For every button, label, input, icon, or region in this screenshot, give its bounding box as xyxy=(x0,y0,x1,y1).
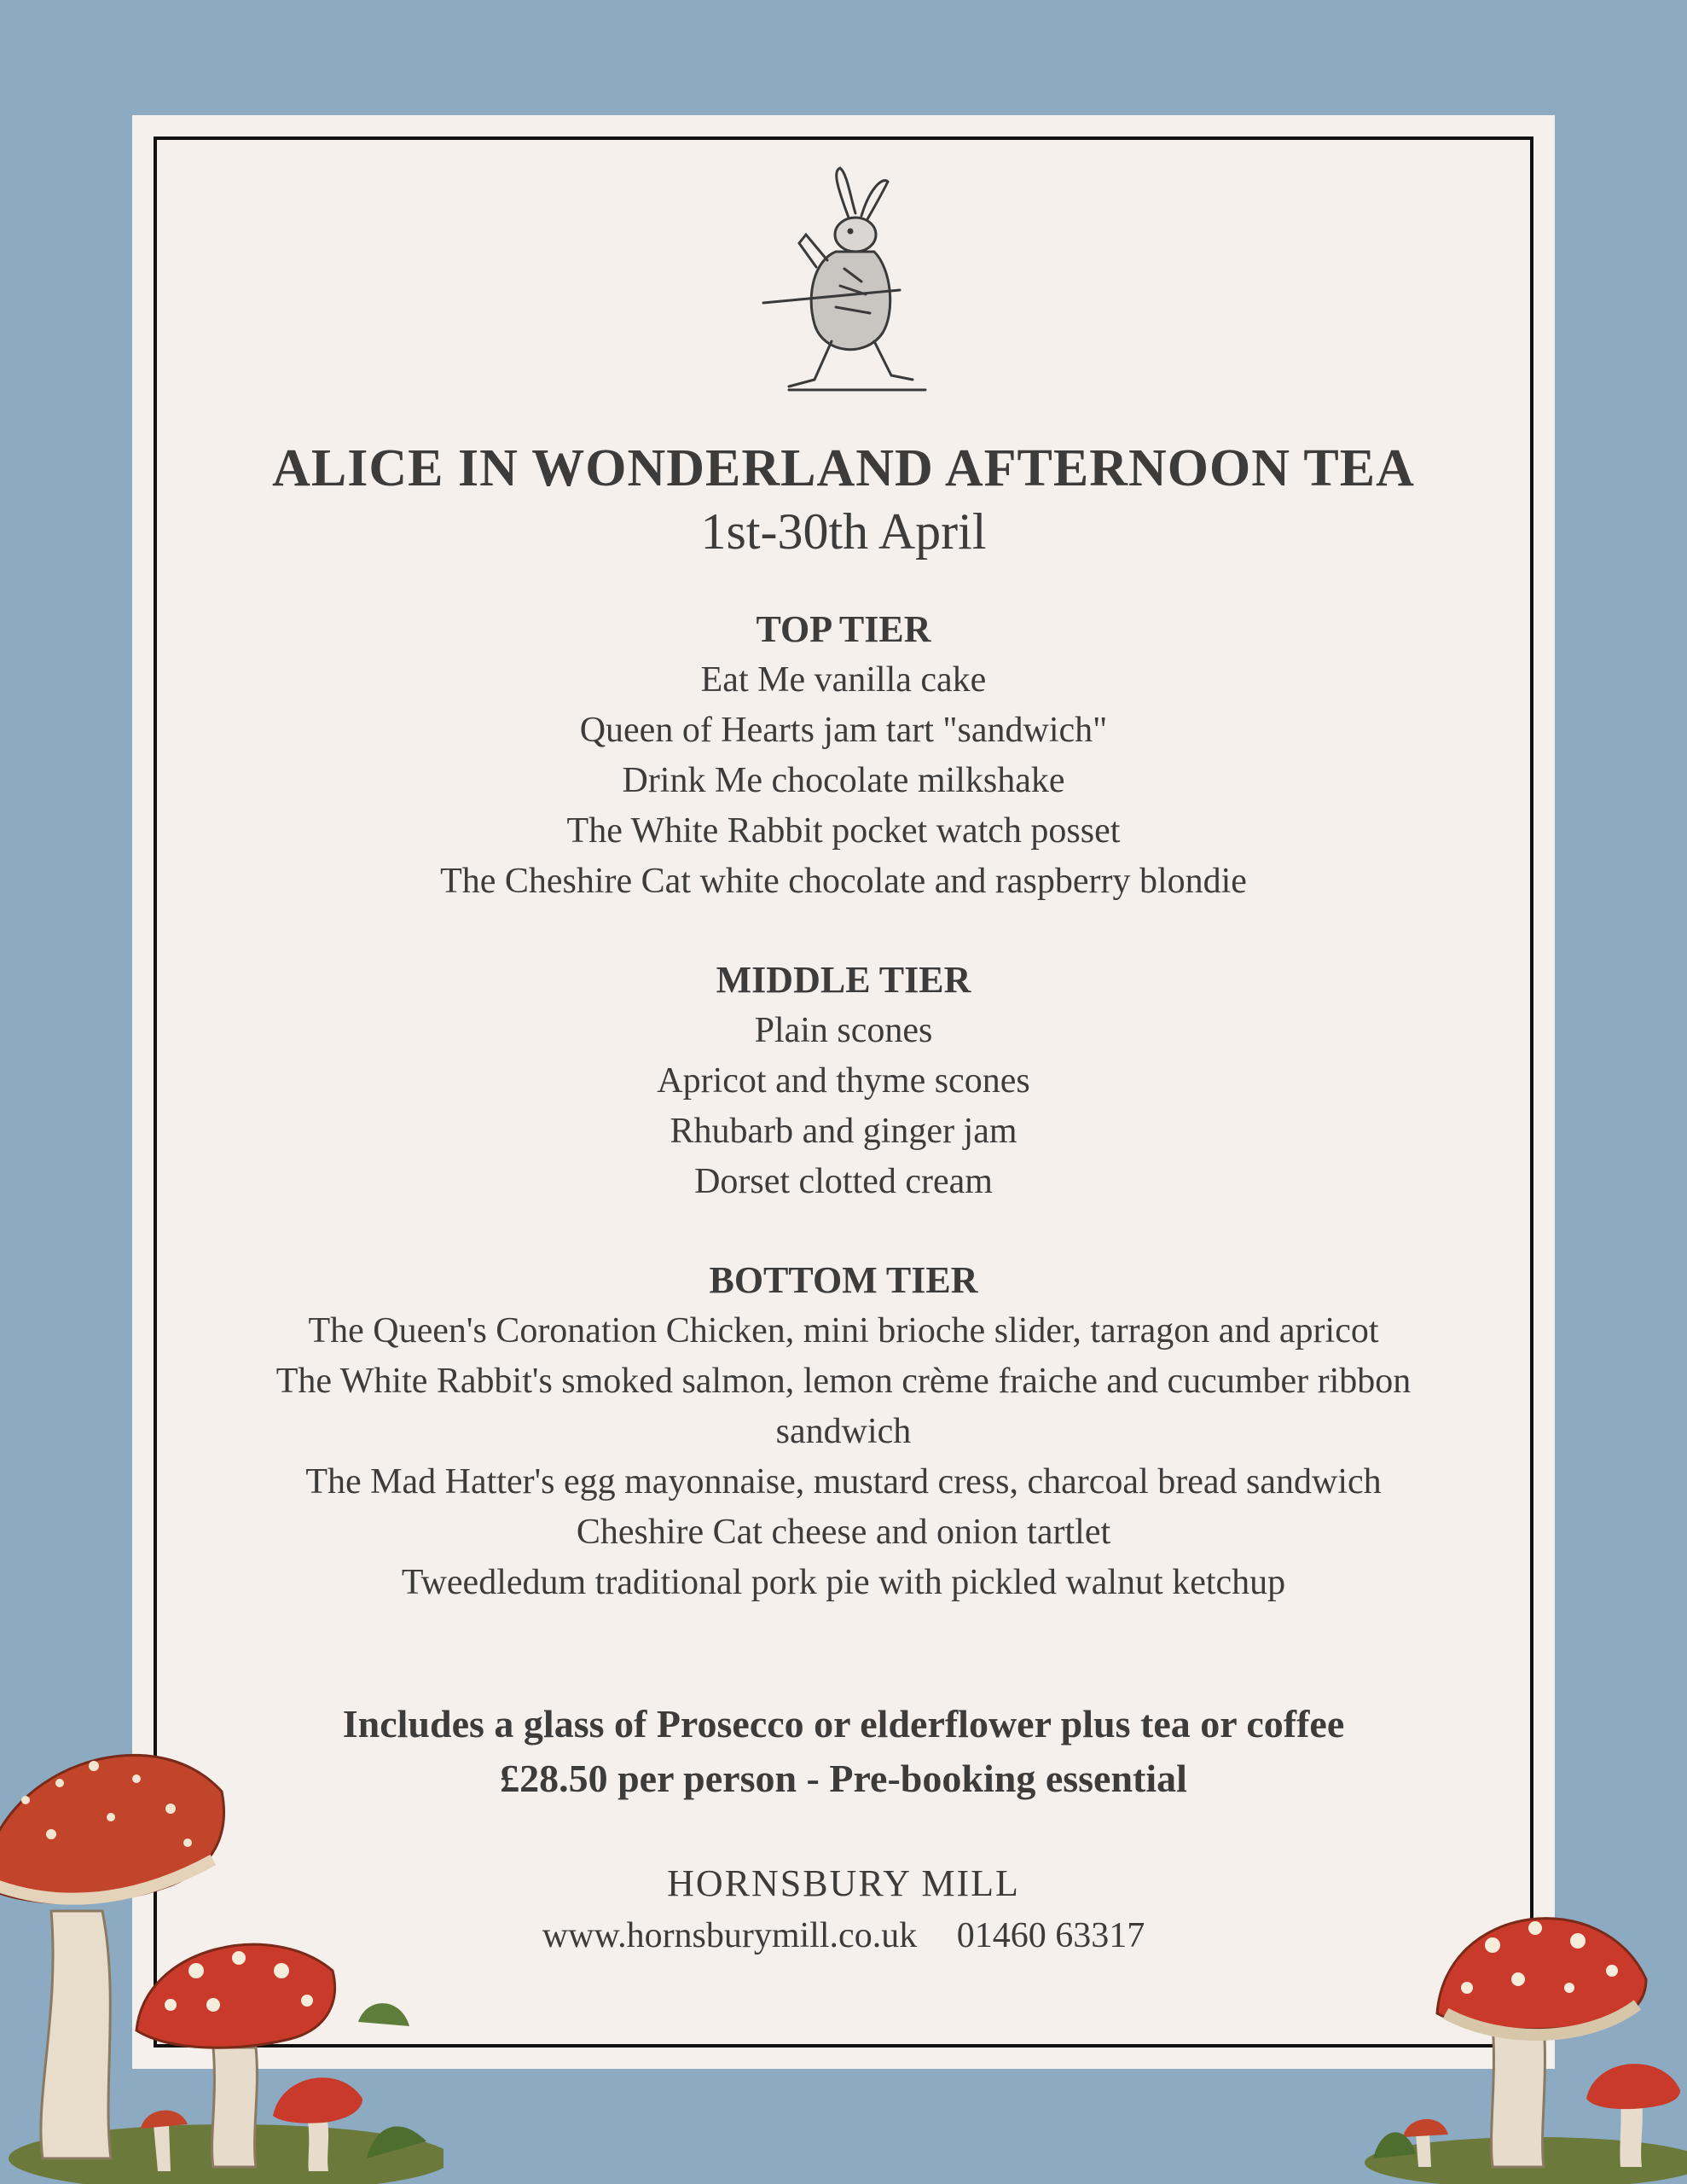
phone-number: 01460 63317 xyxy=(956,1916,1145,1955)
menu-dates: 1st-30th April xyxy=(700,503,987,560)
tier-heading: BOTTOM TIER xyxy=(709,1259,978,1301)
website-link[interactable]: www.hornsburymill.co.uk xyxy=(542,1916,918,1955)
tier-heading: MIDDLE TIER xyxy=(716,959,971,1001)
includes-note: Includes a glass of Prosecco or elderflower plus tea or coffee xyxy=(342,1702,1345,1745)
venue-name: HORNSBURY MILL xyxy=(667,1862,1020,1904)
menu-title: ALICE IN WONDERLAND AFTERNOON TEA xyxy=(272,439,1415,497)
menu-item: Cheshire Cat cheese and onion tartlet xyxy=(576,1513,1111,1552)
mushroom-icon xyxy=(1365,1851,1687,2184)
tier-bottom xyxy=(132,1255,1555,1608)
tier-middle xyxy=(132,955,1555,1207)
menu-item: The Queen's Coronation Chicken, mini brioche slider, tarragon and apricot xyxy=(308,1311,1379,1350)
tier-top xyxy=(132,604,1555,907)
white-rabbit-icon xyxy=(755,166,942,397)
menu-item: Plain scones xyxy=(754,1011,933,1050)
menu-item: The White Rabbit's smoked salmon, lemon crème fraiche and cucumber ribbon sandwich xyxy=(275,1362,1412,1451)
menu-item: Drink Me chocolate milkshake xyxy=(622,761,1065,800)
menu-item: The Mad Hatter's egg mayonnaise, mustard cress, charcoal bread sandwich xyxy=(305,1462,1382,1502)
menu-item: Queen of Hearts jam tart "sandwich" xyxy=(579,711,1108,750)
menu-item: Rhubarb and ginger jam xyxy=(670,1112,1017,1151)
menu-item: Tweedledum traditional pork pie with pickled walnut ketchup xyxy=(401,1563,1286,1602)
price-note: £28.50 per person - Pre-booking essential xyxy=(500,1757,1187,1800)
menu-item: The White Rabbit pocket watch posset xyxy=(566,811,1121,851)
menu-item: Eat Me vanilla cake xyxy=(700,660,987,700)
mushroom-icon xyxy=(0,1715,443,2184)
menu-item: Apricot and thyme scones xyxy=(657,1061,1030,1101)
menu-item: Dorset clotted cream xyxy=(694,1162,993,1201)
menu-item: The Cheshire Cat white chocolate and raspberry blondie xyxy=(440,862,1247,901)
tier-heading: TOP TIER xyxy=(756,608,931,650)
